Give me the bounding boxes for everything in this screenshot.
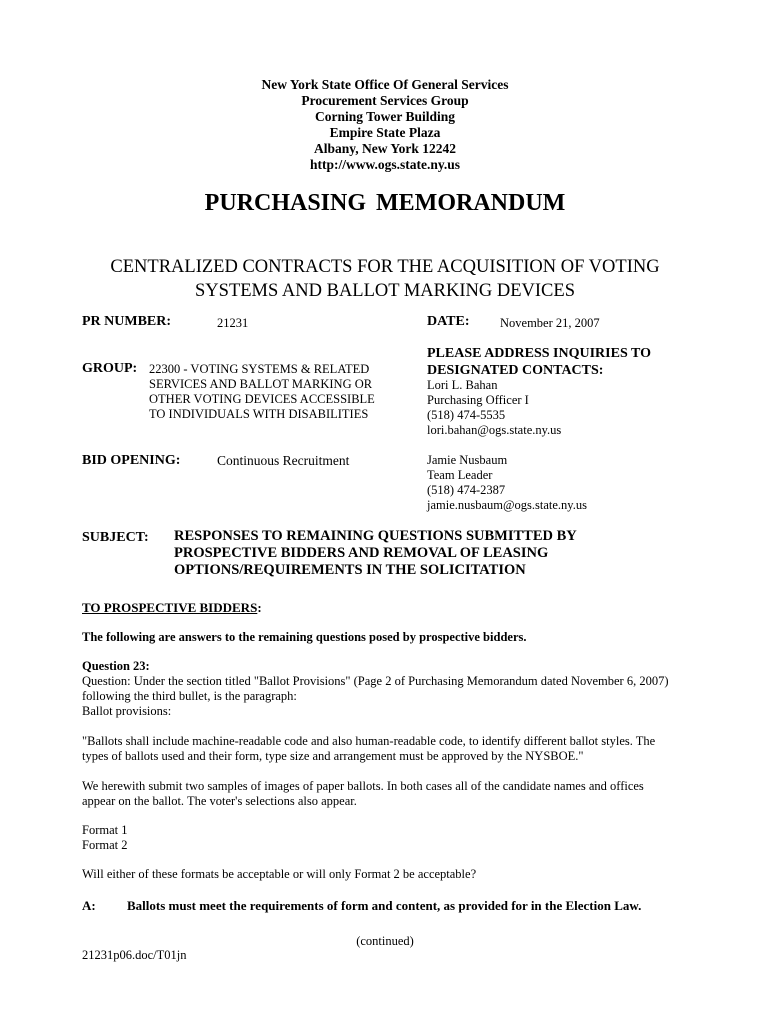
contacts-heading [427, 345, 651, 379]
to-bidders-label: TO PROSPECTIVE BIDDERS [82, 600, 258, 615]
agency-plaza: Empire State Plaza [329, 125, 441, 140]
quote-line: "Ballots shall include machine-readable code and also human-readable code, to identify different ballot styles. The [82, 734, 656, 748]
samples-paragraph [82, 779, 702, 809]
question-line: Question: Under the section titled "Ballot Provisions" (Page 2 of Purchasing Memorandum dated November 6, 2007) [82, 674, 669, 688]
contact-title: Team Leader [427, 468, 493, 482]
contact-phone: (518) 474-2387 [427, 483, 506, 497]
group-line: OTHER VOTING DEVICES ACCESSIBLE [149, 392, 375, 406]
group-label: GROUP: [82, 361, 138, 376]
formats-list [82, 823, 702, 853]
quote-line: types of ballots used and their form, type size and arrangement must be approved by the NYSBOE." [82, 749, 584, 763]
group-description [149, 362, 375, 422]
contact-block-2 [427, 453, 587, 513]
contact-phone: (518) 474-5535 [427, 408, 506, 422]
subject-label: SUBJECT: [82, 530, 149, 545]
continued-note: (continued) [356, 934, 414, 948]
subject-text [174, 528, 577, 579]
question-body [82, 674, 702, 719]
group-line: TO INDIVIDUALS WITH DISABILITIES [149, 407, 369, 421]
bid-opening-label: BID OPENING: [82, 453, 181, 468]
memo-subtitle-line1: CENTRALIZED CONTRACTS FOR THE ACQUISITION OF VOTING [110, 257, 660, 277]
format-item: Format 1 [82, 823, 128, 837]
date-value: November 21, 2007 [500, 316, 600, 330]
contact-name: Jamie Nusbaum [427, 453, 508, 467]
contact-block-1 [427, 378, 561, 438]
agency-name: New York State Office Of General Services [261, 77, 509, 92]
bid-opening-value: Continuous Recruitment [217, 453, 350, 468]
contact-title: Purchasing Officer I [427, 393, 529, 407]
samples-line: appear on the ballot. The voter's selections also appear. [82, 794, 357, 808]
question-ask: Will either of these formats be acceptable or will only Format 2 be acceptable? [82, 867, 477, 881]
answer-label: A: [82, 898, 96, 913]
contacts-heading-line1: PLEASE ADDRESS INQUIRIES TO [427, 346, 651, 361]
question-heading: Question 23: [82, 659, 150, 673]
document-reference: 21231p06.doc/T01jn [82, 948, 187, 962]
subject-line: RESPONSES TO REMAINING QUESTIONS SUBMITTED BY [174, 528, 577, 544]
contact-email: jamie.nusbaum@ogs.state.ny.us [427, 498, 587, 512]
subject-line: OPTIONS/REQUIREMENTS IN THE SOLICITATION [174, 562, 526, 578]
group-line: SERVICES AND BALLOT MARKING OR [149, 377, 373, 391]
question-line: Ballot provisions: [82, 704, 172, 718]
date-label: DATE: [427, 314, 470, 329]
to-bidders-colon: : [257, 600, 262, 615]
agency-city: Albany, New York 12242 [313, 141, 456, 156]
to-bidders-heading [82, 600, 262, 616]
agency-url: http://www.ogs.state.ny.us [309, 157, 461, 172]
intro-text: The following are answers to the remaining questions posed by prospective bidders. [82, 630, 527, 644]
group-line: 22300 - VOTING SYSTEMS & RELATED [149, 362, 370, 376]
agency-group: Procurement Services Group [301, 93, 469, 108]
format-item: Format 2 [82, 838, 128, 852]
contact-name: Lori L. Bahan [427, 378, 498, 392]
contact-email: lori.bahan@ogs.state.ny.us [427, 423, 562, 437]
answer-text: Ballots must meet the requirements of form and content, as provided for in the Election Law. [127, 898, 642, 913]
pr-number-label: PR NUMBER: [82, 314, 172, 329]
question-quote [82, 734, 712, 764]
page-title: PURCHASING MEMORANDUM [204, 190, 566, 216]
memo-subtitle-line2: SYSTEMS AND BALLOT MARKING DEVICES [195, 281, 575, 301]
agency-building: Corning Tower Building [314, 109, 456, 124]
question-line: following the third bullet, is the paragraph: [82, 689, 297, 703]
subject-line: PROSPECTIVE BIDDERS AND REMOVAL OF LEASING [174, 545, 549, 561]
pr-number-value: 21231 [217, 316, 249, 330]
contacts-heading-line2: DESIGNATED CONTACTS: [427, 363, 604, 378]
samples-line: We herewith submit two samples of images of paper ballots. In both cases all of the candidate names and offices [82, 779, 644, 793]
